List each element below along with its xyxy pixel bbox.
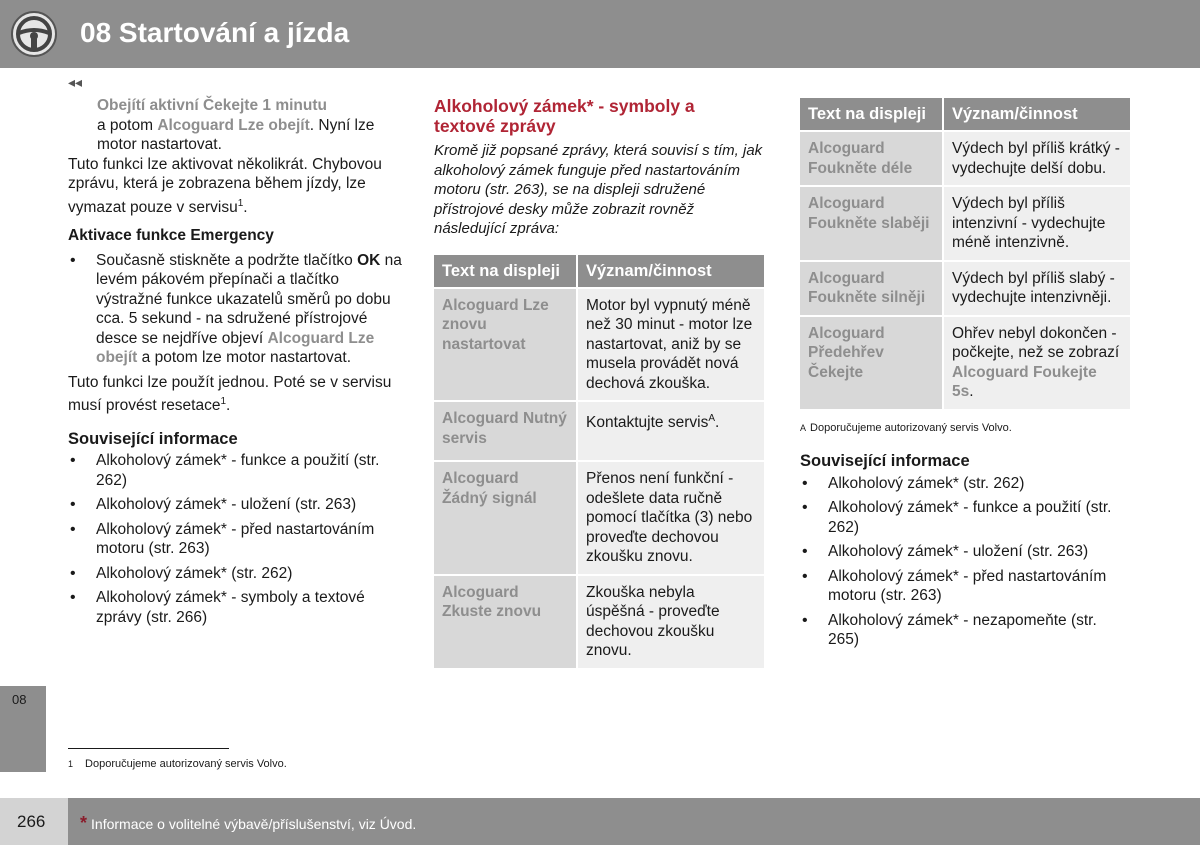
meaning-cell: Výdech byl příliš krátký - vydechujte delší dobu.: [944, 132, 1130, 185]
footnote-divider: [68, 748, 229, 749]
related-link[interactable]: • Alkoholový zámek* (str. 262): [68, 564, 406, 584]
meaning-cell: [578, 402, 764, 460]
paragraph: [68, 155, 406, 218]
related-links-list: [68, 451, 406, 627]
chapter-side-number: 08: [12, 692, 27, 707]
display-message: Obejítí aktivní Čekejte 1 minutu: [97, 97, 327, 114]
text-run: . Nyní lze motor nastartovat.: [97, 116, 375, 153]
section-heading: Aktivace funkce Emergency: [68, 227, 274, 245]
related-link[interactable]: • Alkoholový zámek* - funkce a použití (str. 262): [68, 451, 406, 490]
text-run: Tuto funkci lze použít jednou. Poté se v servisu musí provést resetace: [68, 373, 392, 415]
previous-page-icon[interactable]: ◂◂: [68, 74, 83, 90]
footer-note: [80, 814, 416, 835]
related-link[interactable]: • Alkoholový zámek* - před nastartováním motoru (str. 263): [800, 567, 1132, 606]
display-text-cell: Alcoguard Žádný signál: [434, 462, 576, 574]
display-text-cell: Alcoguard Foukněte silněji: [800, 262, 942, 315]
related-links-list: [800, 474, 1132, 650]
footnote-ref[interactable]: 1: [237, 197, 244, 209]
text-run: Ohřev nebyl dokončen - počkejte, než se zobrazí: [952, 324, 1120, 361]
paragraph: [68, 373, 406, 416]
footnote-ref[interactable]: 1: [220, 396, 227, 408]
related-link[interactable]: • Alkoholový zámek* - uložení (str. 263): [800, 542, 1132, 562]
section-title: Alkoholový zámek* - symboly a textové zprávy: [434, 96, 695, 136]
list-item: [68, 251, 406, 368]
related-link[interactable]: • Alkoholový zámek* - nezapomeňte (str. 265): [800, 611, 1132, 650]
meaning-cell: Zkouška nebyla úspěšná - proveďte dechovou zkoušku znovu.: [578, 576, 764, 668]
text-run: .: [226, 397, 231, 415]
message-table: [432, 253, 766, 670]
footnote-mark: A: [800, 422, 807, 433]
column-header: Význam/činnost: [944, 98, 1130, 130]
related-link[interactable]: • Alkoholový zámek* (str. 262): [800, 474, 1132, 494]
text-run: Kontaktujte servis: [586, 414, 709, 432]
related-info-heading: Související informace: [800, 452, 970, 470]
column-header: Význam/činnost: [578, 255, 764, 287]
display-text-cell: Alcoguard Foukněte déle: [800, 132, 942, 185]
table-row: [434, 462, 764, 574]
intro-paragraph: Kromě již popsané zprávy, která souvisí s tím, jak alkoholový zámek funguje před nastartováním motoru (str. 263), se na displeji sdružené přístrojové desky může zobrazit rovněž následující zpráva:: [434, 142, 763, 237]
column-right: [800, 96, 1132, 650]
header-icon-box: [0, 0, 68, 68]
related-link[interactable]: • Alkoholový zámek* - symboly a textové zprávy (str. 266): [68, 588, 406, 627]
ok-button-label: OK: [357, 251, 381, 269]
display-text-cell: Alcoguard Nutný servis: [434, 402, 576, 460]
column-header: Text na displeji: [434, 255, 576, 287]
meaning-cell: [944, 317, 1130, 409]
meaning-cell: Motor byl vypnutý méně než 30 minut - motor lze nastartovat, aniž by se musela provádět nová dechová zkouška.: [578, 289, 764, 401]
message-continuation: [68, 96, 406, 155]
table-header-row: [800, 98, 1130, 130]
display-text-cell: Alcoguard Lze znovu nastartovat: [434, 289, 576, 401]
display-message: Alcoguard Foukejte 5s: [952, 363, 1097, 400]
steering-wheel-icon: [0, 0, 68, 68]
text-run: a potom lze motor nastartovat.: [141, 349, 352, 367]
display-text-cell: Alcoguard Zkuste znovu: [434, 576, 576, 668]
footnote-ref[interactable]: A: [708, 413, 716, 424]
message-table: [798, 96, 1132, 411]
text-run: Tuto funkci lze aktivovat několikrát. Chybovou zprávu, která je zobrazena během jízdy, lze vymazat pouze v servisu: [68, 155, 382, 216]
text-run: .: [969, 383, 974, 400]
footnote-mark: 1: [68, 759, 74, 769]
related-link[interactable]: • Alkoholový zámek* - uložení (str. 263): [68, 495, 406, 515]
table-row: [434, 289, 764, 401]
display-message: Alcoguard Lze obejít: [157, 116, 310, 134]
text-run: Současně stiskněte a podržte tlačítko: [96, 251, 353, 269]
meaning-cell: Výdech byl příliš intenzivní - vydechujte méně intenzivně.: [944, 187, 1130, 260]
display-text-cell: Alcoguard Předehřev Čekejte: [800, 317, 942, 409]
table-row: [434, 402, 764, 460]
display-message: Alcoguard Lze obejít: [96, 329, 375, 367]
page-footnote: [68, 755, 287, 775]
related-info-heading: Související informace: [68, 429, 238, 448]
text-run: na levém pákovém přepínači a tlačítko výstražné funkce ukazatelů směrů po dobu cca. 5 sekund - na sdružené přístrojové desce se nejdříve objeví: [96, 251, 402, 347]
footer-note-text: Informace o volitelné výbavě/příslušenství, viz Úvod.: [91, 816, 417, 832]
table-row: [800, 132, 1130, 185]
table-header-row: [434, 255, 764, 287]
table-row: [800, 187, 1130, 260]
table-row: [434, 576, 764, 668]
column-header: Text na displeji: [800, 98, 942, 130]
display-text-cell: Alcoguard Foukněte slaběji: [800, 187, 942, 260]
table-row: [800, 262, 1130, 315]
chapter-title: 08 Startování a jízda: [80, 17, 350, 48]
table-footnote: [800, 419, 1132, 439]
page-number: 266: [17, 812, 46, 831]
instruction-list: [68, 251, 406, 368]
column-left: [68, 96, 406, 627]
text-run: .: [243, 198, 248, 216]
footnote-text: Doporučujeme autorizovaný servis Volvo.: [810, 421, 1012, 434]
footnote-text: Doporučujeme autorizovaný servis Volvo.: [85, 758, 287, 770]
text-run: .: [715, 414, 720, 432]
table-row: [800, 317, 1130, 409]
column-middle: [434, 96, 766, 670]
meaning-cell: Přenos není funkční - odešlete data ručně pomocí tlačítka (3) nebo proveďte dechovou zkoušku znovu.: [578, 462, 764, 574]
star-marker: *: [80, 813, 88, 833]
meaning-cell: Výdech byl příliš slabý - vydechujte intenzivněji.: [944, 262, 1130, 315]
text-run: a potom: [97, 116, 154, 134]
related-link[interactable]: • Alkoholový zámek* - funkce a použití (str. 262): [800, 498, 1132, 537]
related-link[interactable]: • Alkoholový zámek* - před nastartováním motoru (str. 263): [68, 520, 406, 559]
